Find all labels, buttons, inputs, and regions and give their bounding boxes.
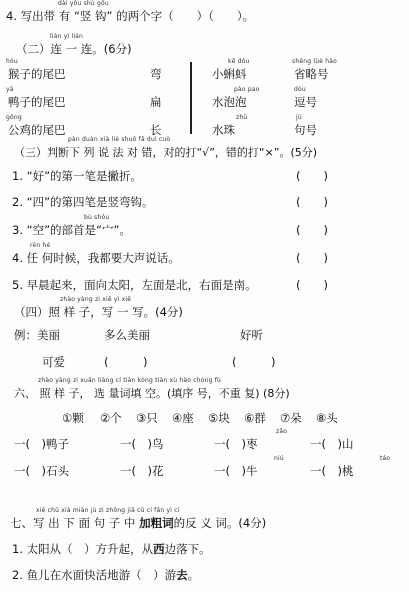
option-item: ⑤块	[208, 411, 230, 425]
s7-title-a: 七、写 出 下 面 句 子 中	[10, 516, 140, 530]
option-item: ⑥群	[244, 411, 266, 425]
pinyin: gōng	[6, 114, 22, 121]
pinyin: zhū	[236, 114, 248, 121]
pinyin: yā	[6, 86, 14, 93]
match-left-item[interactable]: 鸭子的尾巴	[8, 95, 66, 109]
matching-divider	[190, 62, 192, 134]
pinyin: niú	[274, 455, 284, 462]
option-item: ⑦朵	[280, 411, 302, 425]
s3-title-pinyin: pàn duàn xià liè shuō fǎ duì cuò	[68, 136, 171, 143]
pinyin: zǎo	[276, 428, 288, 435]
option-item: ②个	[100, 411, 122, 425]
answer-bracket[interactable]: ( )	[104, 355, 148, 369]
q4-line: 4. 写出带 有 “竖 钩” 的两个字（ ）（ ）。	[6, 9, 255, 23]
answer-bracket[interactable]: ( )	[296, 195, 328, 209]
s2-title: （二）连 一 连。(6分)	[16, 42, 132, 56]
judge-item: 5. 早晨起来，面向太阳，左面是北，右面是南。	[12, 278, 257, 292]
answer-bracket[interactable]: ( )	[296, 278, 328, 292]
fill-item[interactable]: 一( )枣	[214, 437, 258, 451]
option-item: ⑧头	[316, 411, 338, 425]
match-right-item[interactable]: 水珠	[212, 123, 235, 137]
match-mid-item[interactable]: 扁	[150, 95, 162, 109]
answer-bracket[interactable]: ( )	[296, 169, 328, 183]
s7-title-c: 的反 义 词。(4分)	[173, 516, 267, 530]
s4-title: （四）照 样 子，写 一 写。(4分)	[14, 305, 183, 319]
fill-item[interactable]: 一( )桃	[310, 464, 354, 478]
match-left-item[interactable]: 猴子的尾巴	[8, 67, 66, 81]
option-item: ④座	[172, 411, 194, 425]
s7-line-1	[12, 541, 211, 557]
pinyin: pào pao	[234, 86, 260, 93]
s4-example-answer: 多么美丽	[104, 328, 150, 342]
answer-bracket[interactable]: ( )	[232, 355, 276, 369]
fill-item[interactable]: 一( )石头	[14, 464, 69, 478]
s7-line1-a[interactable]: 1. 太阳从（ ）方升起，从	[12, 542, 154, 556]
pinyin: táo	[380, 455, 391, 462]
s6-title-pinyin: zhào yàng zi xuǎn liàng cí tián kòng tián xù hào chóng fù	[38, 377, 222, 384]
fill-item[interactable]: 一( )山	[310, 437, 354, 451]
s7-line2-bold: 去	[176, 568, 188, 582]
option-item: ③只	[136, 411, 158, 425]
pinyin: shěng lüè hào	[292, 58, 337, 65]
pinyin: bù shǒu	[84, 214, 110, 221]
match-mid-item[interactable]: 长	[150, 123, 162, 137]
fill-item[interactable]: 一( )鸟	[120, 437, 164, 451]
s7-line1-bold: 西	[153, 542, 165, 556]
judge-item: 4. 任 何时候，我都要大声说话。	[12, 251, 180, 265]
fill-item[interactable]: 一( )花	[120, 464, 164, 478]
judge-item: 2. “四”的第四笔是竖弯钩。	[12, 195, 154, 209]
judge-item: 1. “好”的第一笔是撇折。	[12, 169, 143, 183]
match-right-item[interactable]: 小蝌蚪	[212, 67, 247, 81]
match-left-item[interactable]: 公鸡的尾巴	[8, 123, 66, 137]
match-mid-item[interactable]: 弯	[150, 67, 162, 81]
q4-pinyin: dài yǒu shù gōu	[58, 0, 109, 7]
fill-item[interactable]: 一( )牛	[214, 464, 258, 478]
fill-item[interactable]: 一( )鸭子	[14, 437, 69, 451]
s2-title-pinyin: lián yì lián	[50, 33, 84, 40]
match-right-item[interactable]: 句号	[294, 123, 317, 137]
match-right-item[interactable]: 逗号	[294, 95, 317, 109]
answer-bracket[interactable]: ( )	[296, 251, 328, 265]
s7-line-2	[12, 567, 199, 583]
s6-title: 六、 照 样 子， 选 量词填 空。(填序 号，不重 复) (8分)	[14, 387, 290, 400]
pinyin: hóu	[6, 58, 18, 65]
match-right-item[interactable]: 水泡泡	[212, 95, 247, 109]
s3-title: （三）判断下 列 说 法 对 错，对的打“√”，错的打“×”。(5分)	[14, 146, 318, 159]
pinyin: kē dǒu	[228, 58, 250, 65]
s4-title-pinyin: zhào yàng zi xiě yì xiě	[60, 296, 132, 303]
s4-word: 好听	[240, 328, 263, 342]
match-right-item[interactable]: 省略号	[294, 67, 329, 81]
answer-bracket[interactable]: ( )	[296, 223, 328, 237]
s7-title	[10, 515, 266, 531]
pinyin: dòu	[294, 86, 306, 93]
pinyin: jù	[296, 114, 302, 121]
s7-line2-c: 。	[187, 568, 200, 582]
s4-example-label: 例：美丽	[14, 328, 60, 342]
s4-word: 可爱	[42, 355, 65, 369]
s7-title-bold: 加粗词	[139, 516, 174, 530]
s7-title-pinyin: xiě chū xià miàn jù zi zhōng jiā cū cí fǎn yì cí	[36, 507, 180, 514]
s7-line1-c: 边落下。	[164, 542, 211, 556]
s7-line2-a[interactable]: 2. 鱼儿在水面快活地游（ ）游	[12, 568, 177, 582]
pinyin: rèn hé	[30, 242, 51, 249]
option-item: ①颗	[62, 411, 84, 425]
judge-item: 3. “空”的部首是“宀”。	[12, 223, 131, 237]
